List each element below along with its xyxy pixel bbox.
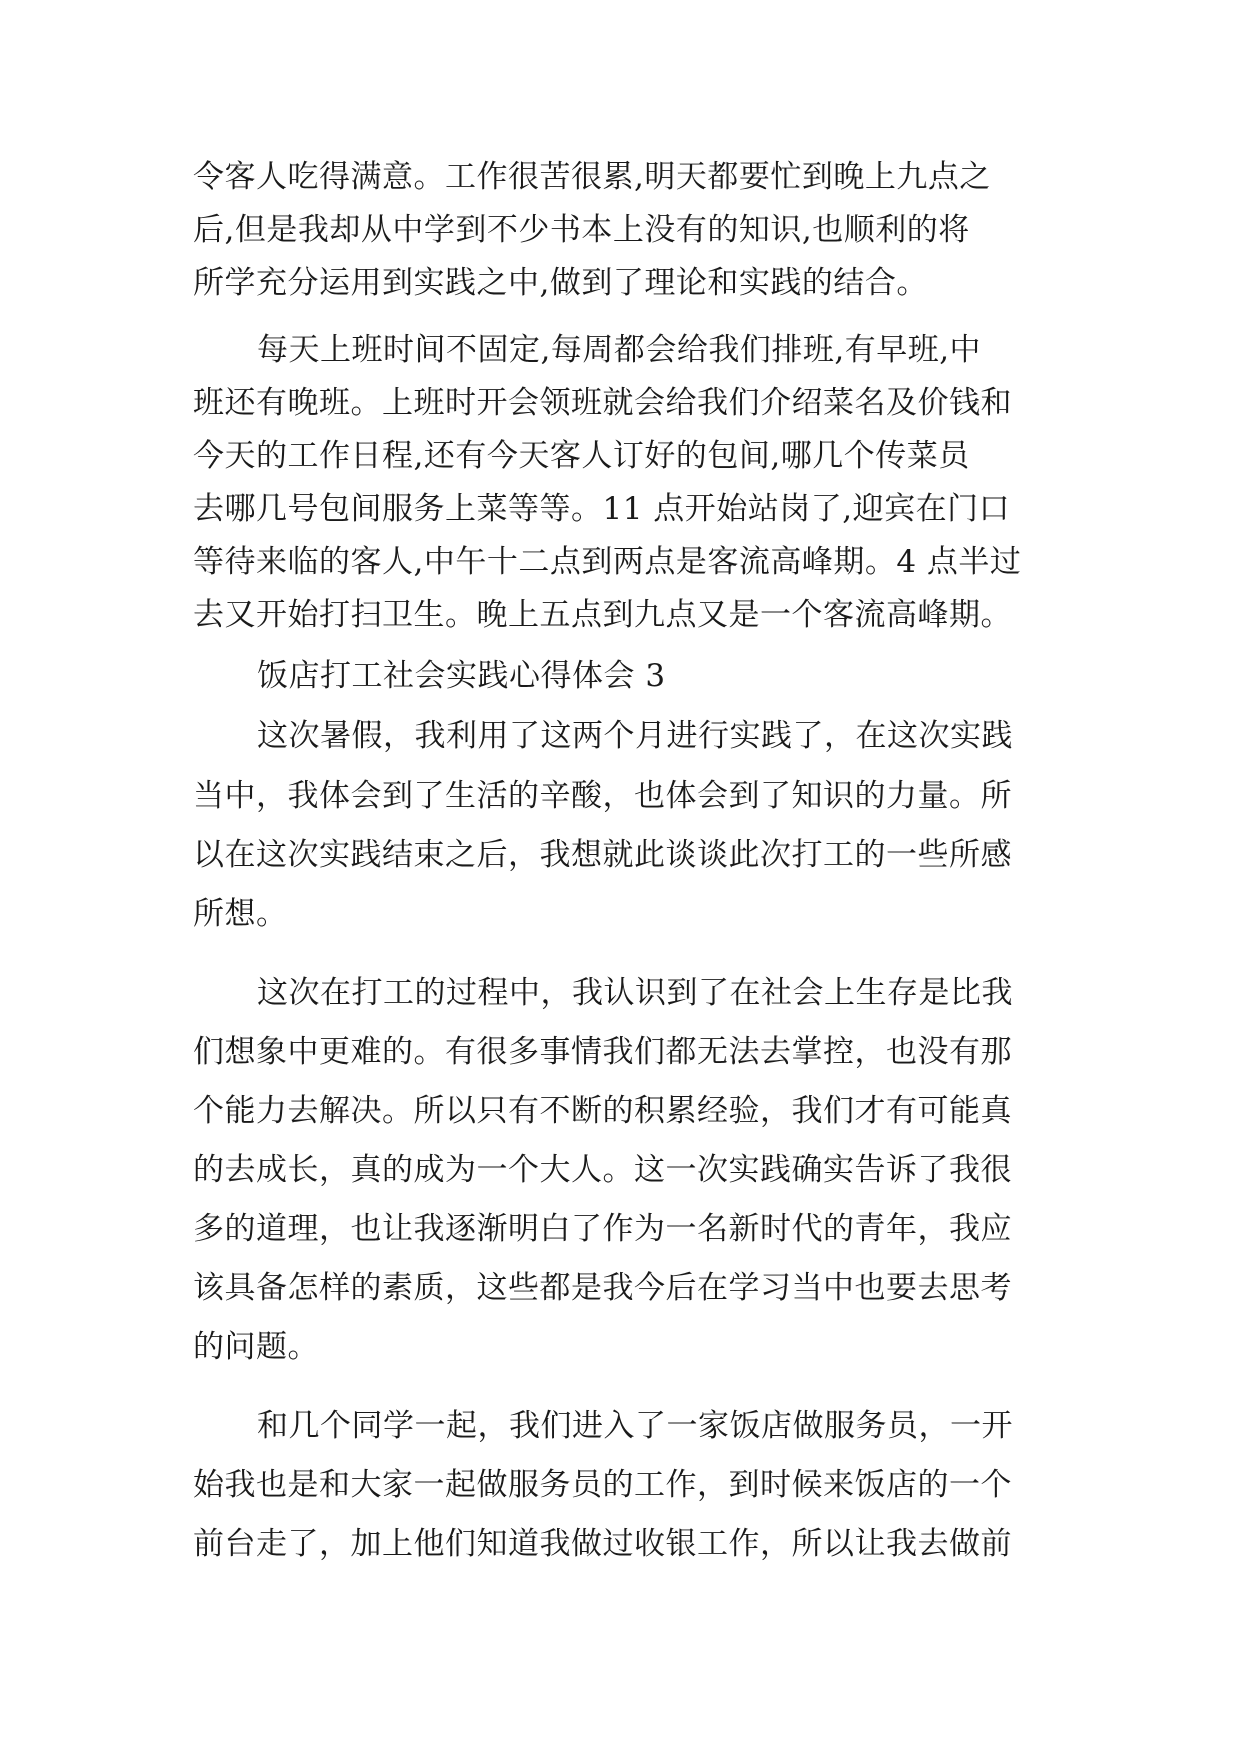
text-line: 后,但是我却从中学到不少书本上没有的知识,也顺利的将 [193,212,970,248]
text-line: 始我也是和大家一起做服务员的工作，到时候来饭店的一个 [193,1467,1012,1503]
text-line: 当中，我体会到了生活的辛酸，也体会到了知识的力量。所 [193,778,1012,814]
text-line: 的去成长，真的成为一个大人。这一次实践确实告诉了我很 [193,1152,1012,1188]
text-line: 今天的工作日程,还有今天客人订好的包间,哪几个传菜员 [193,438,970,474]
text-line: 令客人吃得满意。工作很苦很累,明天都要忙到晚上九点之 [193,159,991,195]
text-line: 个能力去解决。所以只有不断的积累经验，我们才有可能真 [193,1093,1012,1129]
text-line: 们想象中更难的。有很多事情我们都无法去掌控，也没有那 [193,1034,1012,1070]
section-heading: 饭店打工社会实践心得体会 3 [257,658,666,694]
text-line: 去哪几号包间服务上菜等等。11 点开始站岗了,迎宾在门口 [193,491,1011,527]
text-line: 所学充分运用到实践之中,做到了理论和实践的结合。 [193,265,928,301]
text-line: 这次暑假，我利用了这两个月进行实践了，在这次实践 [257,718,1013,754]
text-line: 等待来临的客人,中午十二点到两点是客流高峰期。4 点半过 [193,544,1022,580]
text-line: 这次在打工的过程中，我认识到了在社会上生存是比我 [257,975,1013,1011]
text-line: 以在这次实践结束之后，我想就此谈谈此次打工的一些所感 [193,837,1012,873]
text-line: 的问题。 [193,1329,319,1365]
text-line: 多的道理，也让我逐渐明白了作为一名新时代的青年，我应 [193,1211,1012,1247]
text-line: 和几个同学一起，我们进入了一家饭店做服务员，一开 [257,1408,1013,1444]
text-line: 去又开始打扫卫生。晚上五点到九点又是一个客流高峰期。 [193,597,1012,633]
text-line: 每天上班时间不固定,每周都会给我们排班,有早班,中 [257,332,982,368]
text-line: 该具备怎样的素质，这些都是我今后在学习当中也要去思考 [193,1270,1012,1306]
text-line: 所想。 [193,896,288,932]
text-line: 班还有晚班。上班时开会领班就会给我们介绍菜名及价钱和 [193,385,1012,421]
text-line: 前台走了，加上他们知道我做过收银工作，所以让我去做前 [193,1526,1012,1562]
